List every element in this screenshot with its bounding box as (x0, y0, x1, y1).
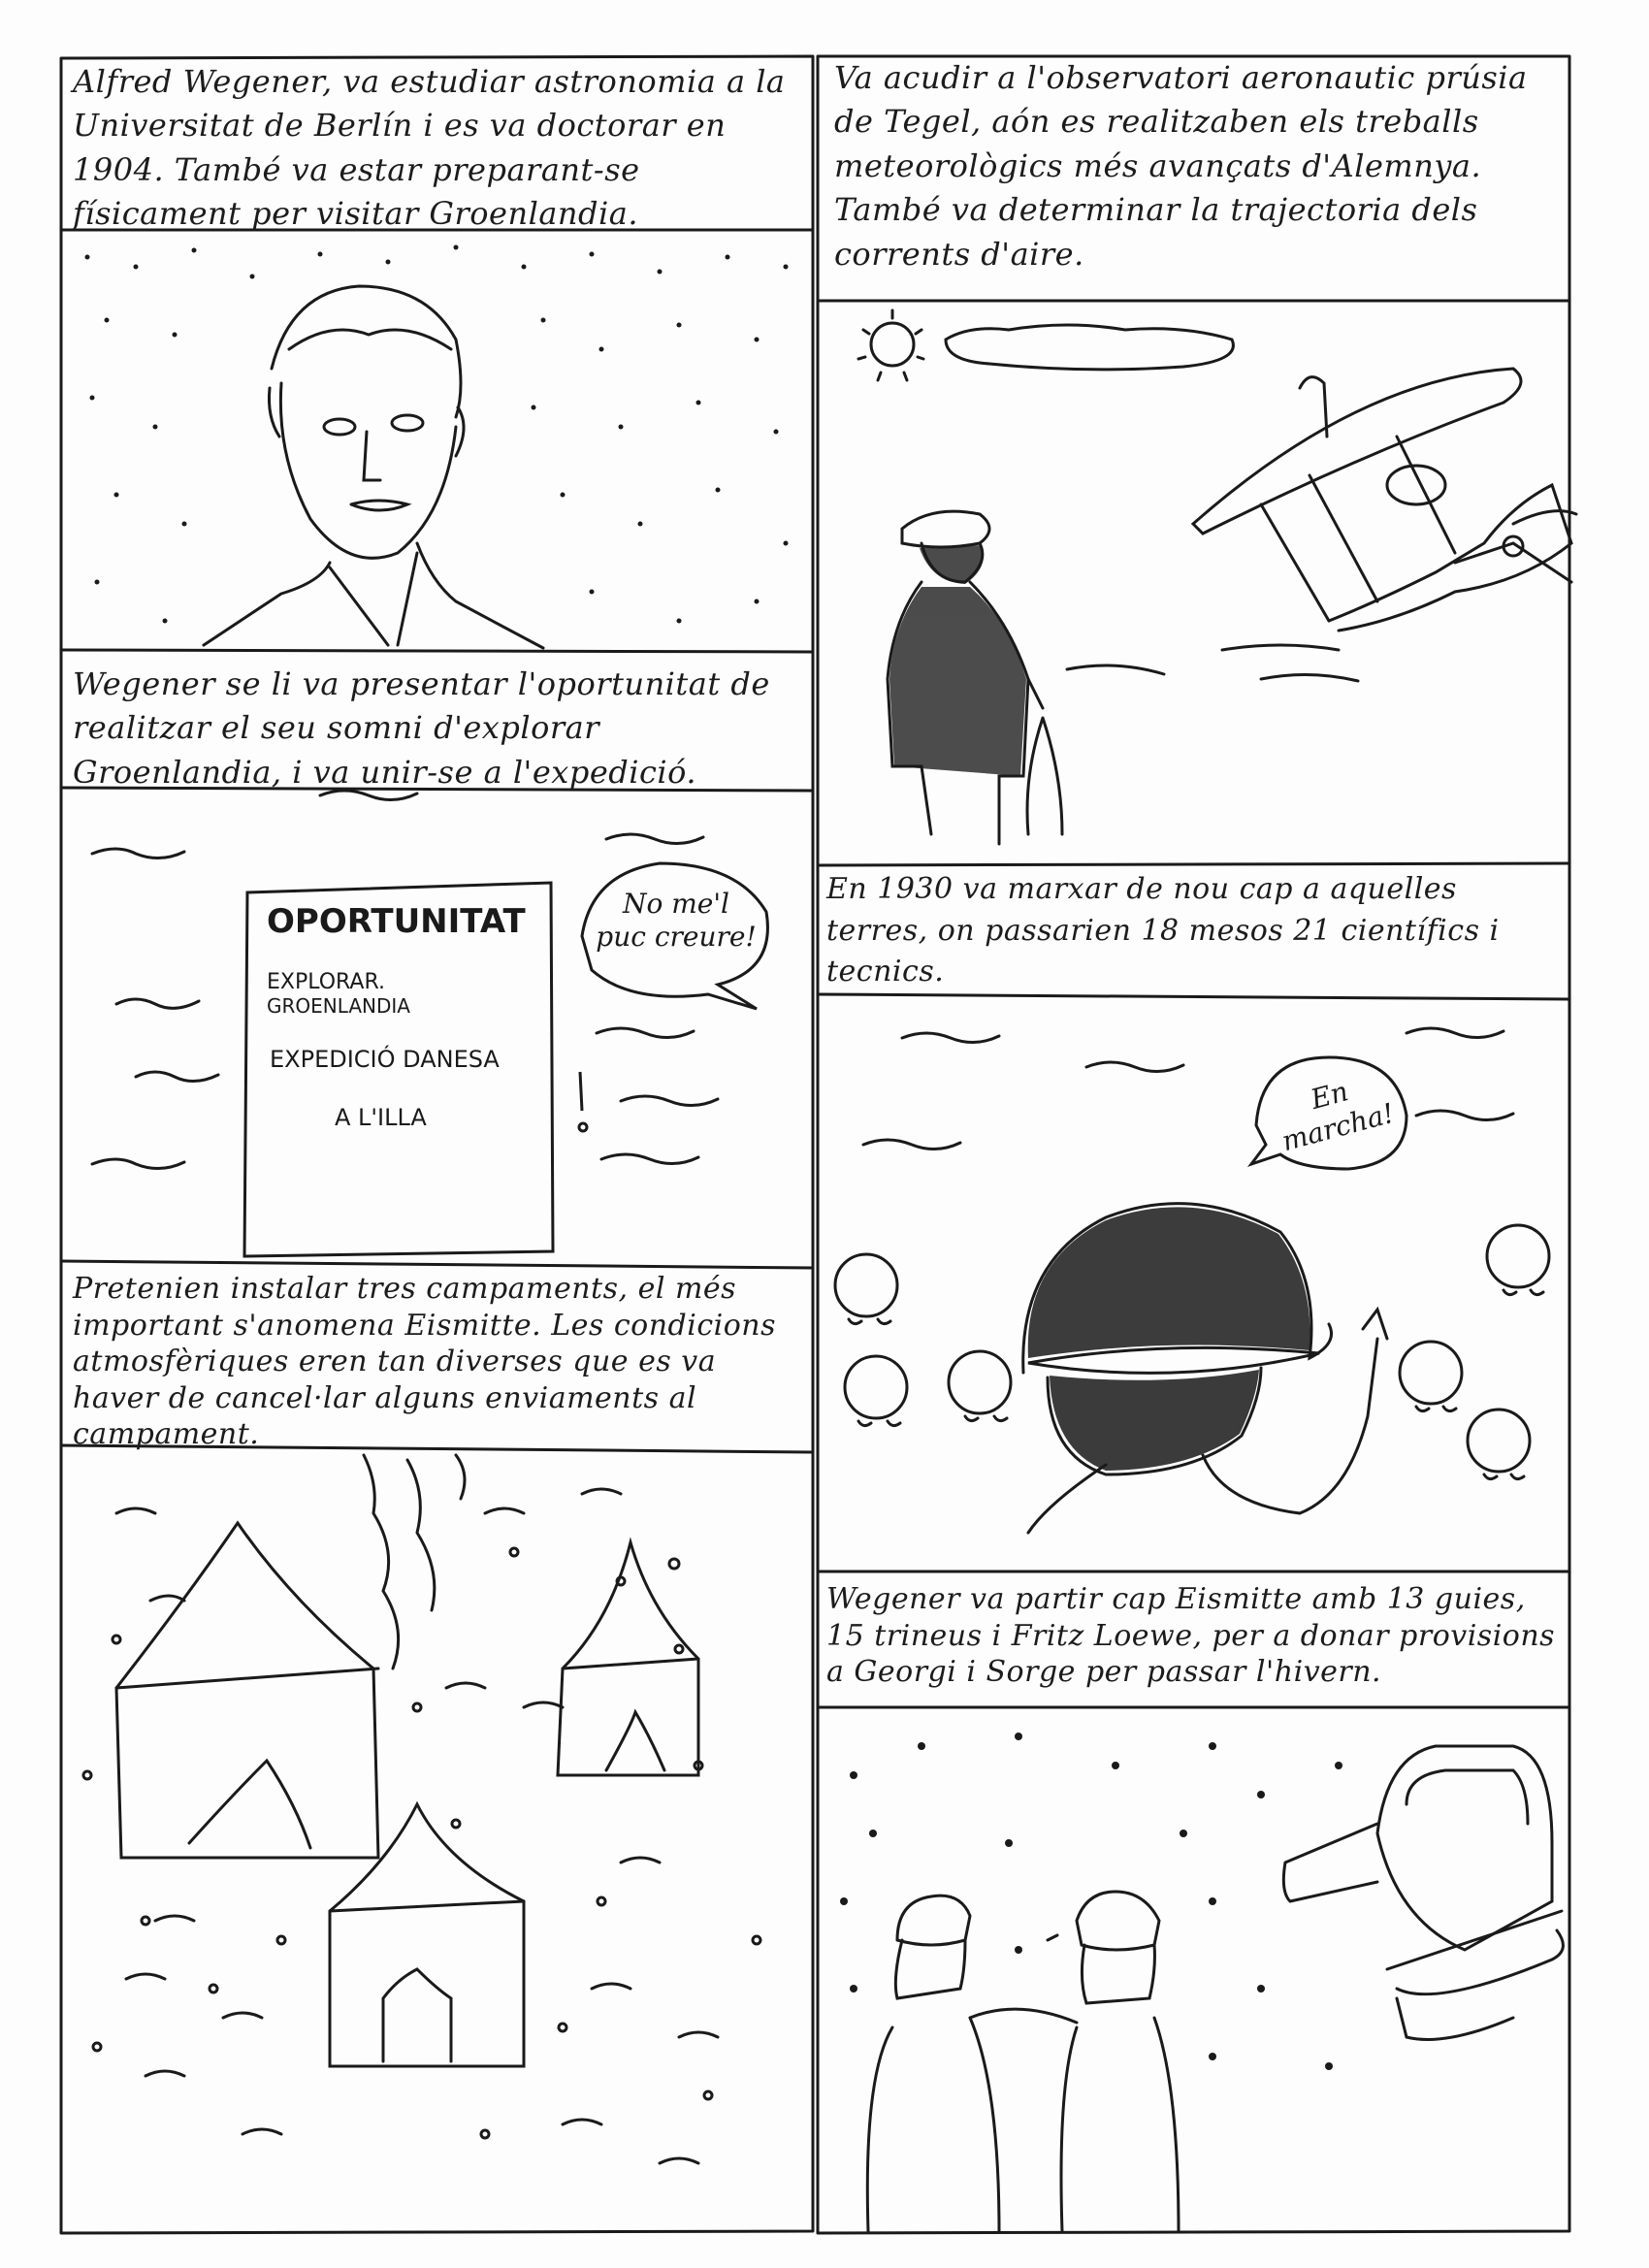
right-column-frame (818, 56, 1569, 2233)
caption-panel-6: Wegener va partir cap Eismitte amb 13 guies, 15 trineus i Fritz Loewe, per a donar provisions a Georgi i Sorge per passar l'hivern. (826, 1582, 1556, 1689)
sign-title: OPORTUNITAT (267, 902, 526, 941)
caption-panel-1: Alfred Wegener, va estudiar astronomia a la Universitat de Berlín i es va doctorar en 1904. També va estar preparant-se físicament per visitar Groenlandia. (73, 63, 786, 233)
sign-line-3: EXPEDICIÓ DANESA (270, 1046, 500, 1073)
caption-panel-2: Va acudir a l'observatori aeronautic prúsia de Tegel, aón es realitzaben els treballs meteorològics més avançats d'Alemnya. També va determinar la trajectoria dels corrents d'aire. (834, 59, 1528, 273)
sled-drawing (867, 1746, 1563, 2231)
speech-bubble-text-1: No me'l puc creure! (596, 888, 757, 953)
speech-bubble-text-2: En marcha! (1277, 1075, 1398, 1157)
exclamation-mark (579, 1072, 587, 1131)
sign-line-1: EXPLORAR. (267, 970, 385, 994)
sign-drawing (92, 791, 767, 1256)
stars-background (85, 245, 789, 624)
sign-line-4: A L'ILLA (335, 1104, 427, 1131)
hat-shading (1028, 1207, 1310, 1471)
camps-drawing (83, 1455, 760, 2163)
caption-panel-4: En 1930 va marxar de nou cap a aquelles terres, on passarien 18 mesos 21 científics i tecnics. (826, 872, 1500, 989)
man-shading (889, 545, 1026, 776)
sign-line-2: GROENLANDIA (267, 994, 410, 1018)
portrait-drawing (204, 286, 543, 648)
caption-panel-5: Pretenien instalar tres campaments, el més important s'anomena Eismitte. Les condicions atmosfèriques eren tan diverses que es va haver de cancel·lar alguns enviaments al campament. (73, 1272, 776, 1451)
caption-panel-3: Wegener se li va presentar l'oportunitat de realitzar el seu somni d'explorar Groenlandia, i va unir-se a l'expedició. (73, 665, 770, 791)
